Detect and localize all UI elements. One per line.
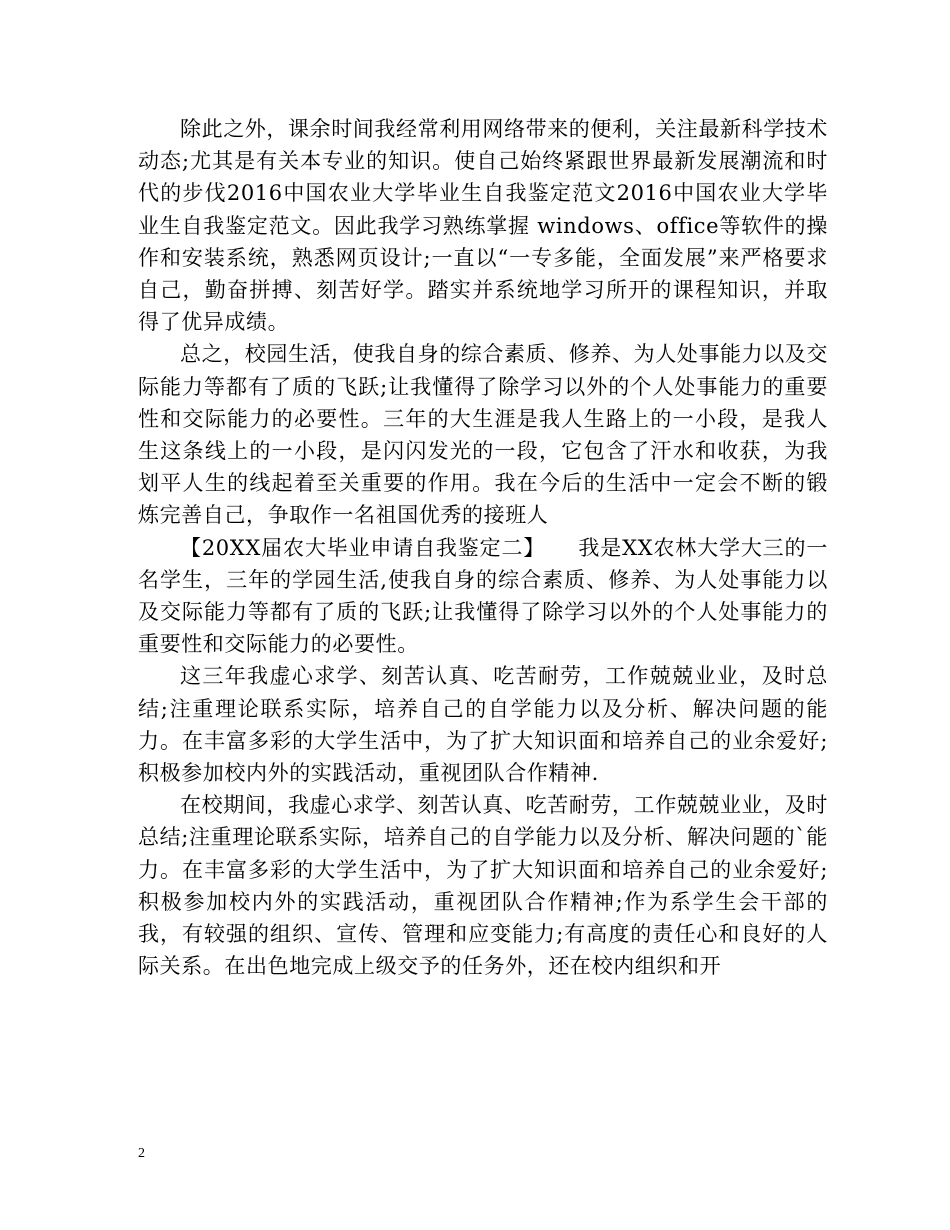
document-body [138, 113, 828, 982]
paragraph-self-appraisal-two: 【20XX届农大毕业申请自我鉴定二】 我是XX农林大学大三的一名学生，三年的学园生活,使我自身的综合素质、修养、为人处事能力以及交际能力等都有了质的飞跃;让我懂得了除学习以外的个人处事能力的重要性和交际能力的必要性。 [138, 535, 828, 657]
paragraph-three-years-study: 这三年我虚心求学、刻苦认真、吃苦耐劳，工作兢兢业业，及时总结;注重理论联系实际，培养自己的自学能力以及分析、解决问题的能力。在丰富多彩的大学生活中，为了扩大知识面和培养自己的业余爱好;积极参加校内外的实践活动，重视团队合作精神. [138, 664, 828, 786]
paragraph-campus-life-summary: 总之，校园生活，使我自身的综合素质、修养、为人处事能力以及交际能力等都有了质的飞跃;让我懂得了除学习以外的个人处事能力的重要性和交际能力的必要性。三年的大生涯是我人生路上的一小段，是我人生这条线上的一小段，是闪闪发光的一段，它包含了汗水和收获，为我划平人生的线起着至关重要的作用。我在今后的生活中一定会不断的锻炼完善自己，争取作一名祖国优秀的接班人 [138, 342, 828, 528]
paragraph-during-school: 在校期间，我虚心求学、刻苦认真、吃苦耐劳，工作兢兢业业，及时总结;注重理论联系实际，培养自己的自学能力以及分析、解决问题的`能力。在丰富多彩的大学生活中，为了扩大知识面和培养自己的业余爱好;积极参加校内外的实践活动，重视团队合作精神;作为系学生会干部的我，有较强的组织、宣传、管理和应变能力;有高度的责任心和良好的人际关系。在出色地完成上级交予的任务外，还在校内组织和开 [138, 793, 828, 979]
page-number: 2 [138, 1146, 145, 1161]
paragraph-extracurricular-study: 除此之外，课余时间我经常利用网络带来的便利，关注最新科学技术动态;尤其是有关本专业的知识。使自己始终紧跟世界最新发展潮流和时代的步伐2016中国农业大学毕业生自我鉴定范文2016中国农业大学毕业生自我鉴定范文。因此我学习熟练掌握 windows、office等软件的操作和安装系统，熟悉网页设计;一直以“一专多能，全面发展”来严格要求自己，勤奋拼搏、刻苦好学。踏实并系统地学习所开的课程知识，并取得了优异成绩。 [138, 117, 828, 335]
